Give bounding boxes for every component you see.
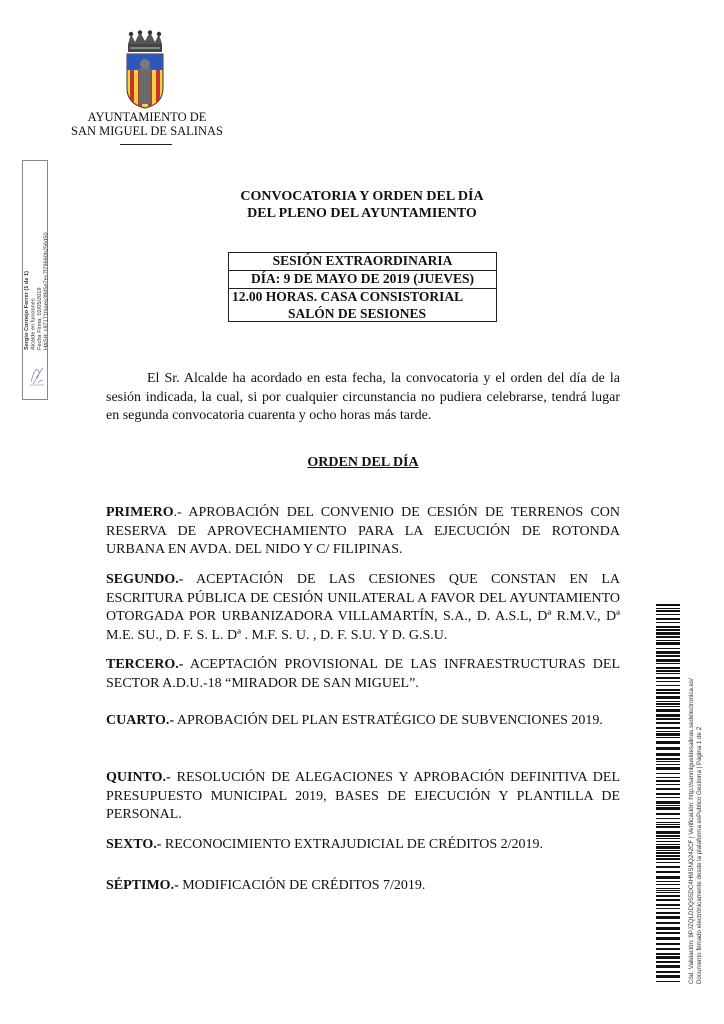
agenda-item-segundo bbox=[106, 571, 620, 645]
organization-name-line2: SAN MIGUEL DE SALINAS bbox=[71, 124, 223, 138]
signature-date: Fecha Firma: 02/05/2019 bbox=[37, 287, 43, 350]
agenda-item-label: PRIMERO bbox=[106, 505, 174, 520]
agenda-item-label: QUINTO.- bbox=[106, 770, 171, 785]
agenda-item-separator: .- bbox=[173, 505, 189, 520]
signature-mark-icon bbox=[28, 362, 46, 388]
document-title-line1: CONVOCATORIA Y ORDEN DEL DÍA bbox=[240, 189, 484, 204]
session-type: SESIÓN EXTRAORDINARIA bbox=[272, 253, 453, 268]
signature-stamp-text bbox=[24, 180, 50, 350]
agenda-item-text: APROBACIÓN DEL PLAN ESTRATÉGICO DE SUBVENCIONES 2019. bbox=[176, 713, 603, 728]
agenda-item-text: ACEPTACIÓN PROVISIONAL DE LAS INFRAESTRUCTURAS DEL SECTOR A.D.U.-18 “MIRADOR DE SAN MIGUEL”. bbox=[106, 657, 620, 691]
agenda-item-text: RESOLUCIÓN DE ALEGACIONES Y APROBACIÓN DEFINITIVA DEL PRESUPUESTO MUNICIPAL 2019, BASES DE EJECUCIÓN Y PLANTILLA DE PERSONAL. bbox=[106, 770, 621, 822]
header-divider bbox=[120, 144, 172, 145]
agenda-item-cuarto bbox=[106, 712, 620, 731]
signer-name: Sergio Cornejo Ferrer (1 de 1) bbox=[24, 271, 30, 350]
agenda-item-sexto bbox=[106, 836, 620, 855]
session-time-place: 12.00 HORAS. CASA CONSISTORIAL bbox=[232, 289, 464, 304]
agenda-item-text: APROBACIÓN DEL CONVENIO DE CESIÓN DE TERRENOS CON RESERVA DE APROVECHAMIENTO PARA LA EJECUCIÓN DE ROTONDA URBANA EN AVDA. DEL NIDO Y C/ FILIPINAS. bbox=[106, 505, 620, 557]
verification-strip bbox=[688, 604, 712, 984]
agenda-item-separator bbox=[183, 572, 196, 587]
agenda-title: ORDEN DEL DÍA bbox=[307, 455, 419, 470]
verification-code: Cód. Validación: 9PJZQLDDQS5DC4HMSNQ242CF | Verificación: http://sanmigueldesalinas.sedelectronica.es/ bbox=[688, 678, 695, 984]
coat-of-arms-icon bbox=[122, 30, 168, 110]
barcode-icon bbox=[656, 604, 680, 984]
session-room: SALÓN DE SESIONES bbox=[288, 306, 427, 321]
agenda-item-tercero bbox=[106, 656, 620, 693]
agenda-item-quinto bbox=[106, 769, 620, 825]
agenda-item-label: SEXTO.- bbox=[106, 837, 162, 852]
document-title-line2: DEL PLENO DEL AYUNTAMIENTO bbox=[247, 206, 477, 221]
agenda-item-label: CUARTO.- bbox=[106, 713, 175, 728]
agenda-item-text: RECONOCIMIENTO EXTRAJUDICIAL DE CRÉDITOS 2/2019. bbox=[164, 837, 543, 852]
agenda-item-primero bbox=[106, 504, 620, 560]
agenda-item-label: SÉPTIMO.- bbox=[106, 878, 179, 893]
organization-name-line1: AYUNTAMIENTO DE bbox=[87, 110, 207, 124]
signer-role: Alcalde en funciones bbox=[30, 298, 37, 350]
agenda-item-text: ACEPTACIÓN DE LAS CESIONES QUE CONSTAN EN LA ESCRITURA PÚBLICA DE CESIÓN UNILATERAL A FAVOR DEL AYUNTAMIENTO OTORGADA POR URBANIZADORA VILLAMARTÍN, S.A., D. A.S.L, Dª R.M.V., Dª M.E. SU., D. F. S. L. Dª . M.F. S. U. , D. F. S.U. Y D. G.S.U. bbox=[106, 572, 620, 643]
signature-hash: HASH: c87171f4aea3f6f5e7ec7f79660b256d50 bbox=[43, 232, 50, 350]
verification-platform: Documento firmado electrónicamente desde la plataforma esPublico Gestiona | Página 1 de 2 bbox=[696, 726, 703, 984]
agenda-item-septimo bbox=[106, 877, 620, 896]
session-day: DÍA: 9 DE MAYO DE 2019 (JUEVES) bbox=[250, 271, 474, 286]
agenda-item-label: TERCERO.- bbox=[106, 657, 184, 672]
agenda-item-text: MODIFICACIÓN DE CRÉDITOS 7/2019. bbox=[182, 878, 426, 893]
intro-paragraph: El Sr. Alcalde ha acordado en esta fecha, la convocatoria y el orden del día de la sesión indicada, la cual, si por cualquier circunstancia no pudiera celebrarse, tendrá lugar en segunda convocatoria cuarenta y ocho horas más tarde. bbox=[106, 371, 620, 423]
agenda-item-label: SEGUNDO.- bbox=[106, 572, 184, 587]
